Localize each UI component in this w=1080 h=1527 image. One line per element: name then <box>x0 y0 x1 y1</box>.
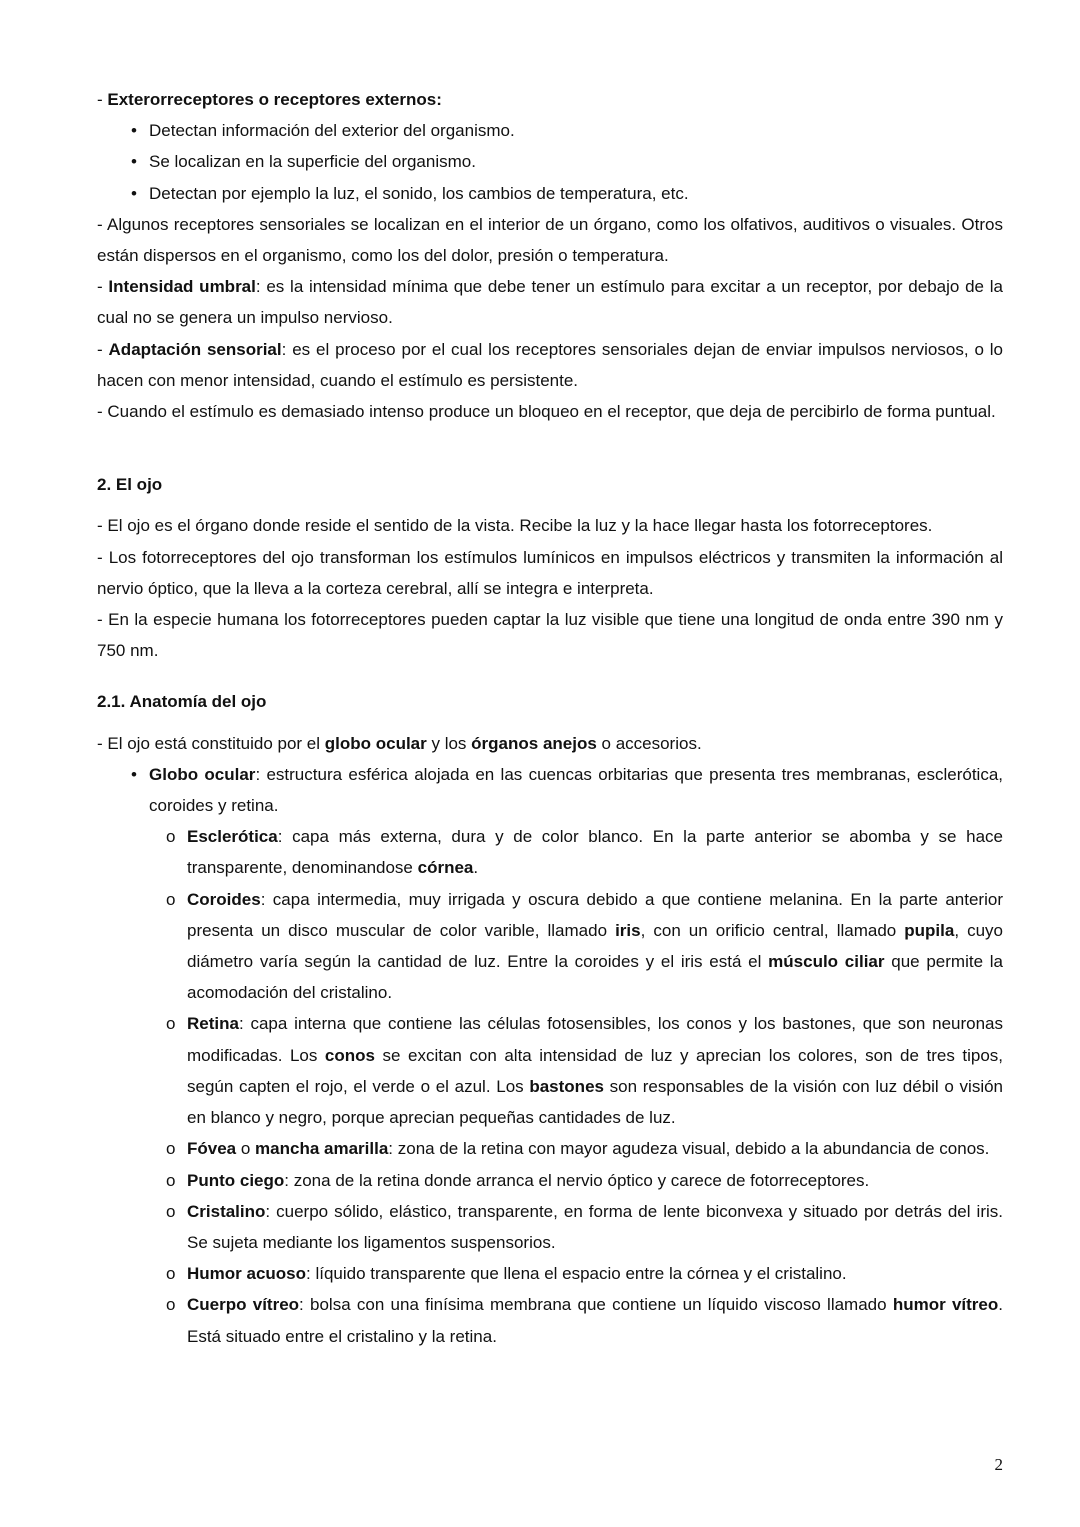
subitem-esclerotica: o Esclerótica: capa más externa, dura y de color blanco. En la parte anterior se abomba y se hace transparente, denominandose córnea. <box>97 821 1003 883</box>
subitem-cuerpo-vitreo: o Cuerpo vítreo: bolsa con una finísima membrana que contiene un líquido viscoso llamado humor vítreo. Está situado entre el cristalino y la retina. <box>97 1289 1003 1351</box>
circle-bullet-icon: o <box>166 1264 176 1284</box>
bullet-icon: • <box>131 152 137 172</box>
circle-bullet-icon: o <box>166 827 176 847</box>
circle-bullet-icon: o <box>166 1139 176 1159</box>
bullet-item: • Detectan información del exterior del organismo. <box>97 115 1003 146</box>
section-heading-el-ojo: 2. El ojo <box>97 475 163 495</box>
paragraph-ojo-1: - El ojo es el órgano donde reside el sentido de la vista. Recibe la luz y la hace llegar hasta los fotorreceptores. <box>97 516 933 536</box>
subitem-coroides: o Coroides: capa intermedia, muy irrigada y oscura debido a que contiene melanina. En la parte anterior presenta un disco muscular de color varible, llamado iris, con un orificio central, llamado pupila, cuyo diámetro varía según la cantidad de luz. Entre la coroides y el iris está el músculo ciliar que permite la acomodación del cristalino. <box>97 884 1003 1009</box>
subitem-fovea: o Fóvea o mancha amarilla: zona de la retina con mayor agudeza visual, debido a la abundancia de conos. <box>97 1133 1003 1164</box>
section-heading-anatomia: 2.1. Anatomía del ojo <box>97 692 267 712</box>
bullet-icon: • <box>131 121 137 141</box>
paragraph-adaptacion: - Adaptación sensorial: es el proceso por el cual los receptores sensoriales dejan de enviar impulsos nerviosos, o lo hacen con menor intensidad, cuando el estímulo es persistente. <box>97 339 1003 390</box>
bullet-globo-ocular: • Globo ocular: estructura esférica alojada en las cuencas orbitarias que presenta tres membranas, esclerótica, coroides y retina. <box>97 759 1003 821</box>
subitem-retina: o Retina: capa interna que contiene las células fotosensibles, los conos y los bastones, que son neuronas modificadas. Los conos se excitan con alta intensidad de luz y aprecian los colores, son de tres tipos, según capten el rojo, el verde o el azul. Los bastones son responsables de la visión con luz débil o visión en blanco y negro, porque aprecian pequeñas cantidades de luz. <box>97 1008 1003 1133</box>
circle-bullet-icon: o <box>166 1170 176 1190</box>
circle-bullet-icon: o <box>166 1295 176 1315</box>
paragraph-ojo-3: - En la especie humana los fotorreceptores pueden captar la luz visible que tiene una longitud de onda entre 390 nm y 750 nm. <box>97 610 1003 661</box>
exterorreceptores-heading: - Exterorreceptores o receptores externos: <box>97 90 442 109</box>
bullet-item: • Se localizan en la superficie del organismo. <box>97 146 1003 177</box>
circle-bullet-icon: o <box>166 889 176 909</box>
paragraph-umbral: - Intensidad umbral: es la intensidad mínima que debe tener un estímulo para excitar a un receptor, por debajo de la cual no se genera un impulso nervioso. <box>97 277 1003 328</box>
page-number: 2 <box>994 1455 1003 1474</box>
bullet-icon: • <box>131 183 137 203</box>
subitem-punto-ciego: o Punto ciego: zona de la retina donde arranca el nervio óptico y carece de fotorreceptores. <box>97 1165 1003 1196</box>
paragraph-anatomia-intro: - El ojo está constituido por el globo ocular y los órganos anejos o accesorios. <box>97 733 702 753</box>
bullet-item: • Detectan por ejemplo la luz, el sonido, los cambios de temperatura, etc. <box>97 178 1003 209</box>
subitem-humor-acuoso: o Humor acuoso: líquido transparente que llena el espacio entre la córnea y el cristalino. <box>97 1258 1003 1289</box>
paragraph-ojo-2: - Los fotorreceptores del ojo transforman los estímulos lumínicos en impulsos eléctricos y transmiten la información al nervio óptico, que la lleva a la corteza cerebral, allí se integra e interpreta. <box>97 547 1004 598</box>
circle-bullet-icon: o <box>166 1014 176 1034</box>
paragraph-intenso: - Cuando el estímulo es demasiado intenso produce un bloqueo en el receptor, que deja de percibirlo de forma puntual. <box>97 402 996 422</box>
subitem-cristalino: o Cristalino: cuerpo sólido, elástico, transparente, en forma de lente biconvexa y situado por detrás del iris. Se sujeta mediante los ligamentos suspensorios. <box>97 1196 1003 1258</box>
circle-bullet-icon: o <box>166 1201 176 1221</box>
bullet-icon: • <box>131 764 137 784</box>
document-page <box>97 84 1003 1352</box>
paragraph-algunos: - Algunos receptores sensoriales se localizan en el interior de un órgano, como los olfativos, auditivos o visuales. Otros están dispersos en el organismo, como los del dolor, presión o temperatura. <box>97 214 1003 266</box>
